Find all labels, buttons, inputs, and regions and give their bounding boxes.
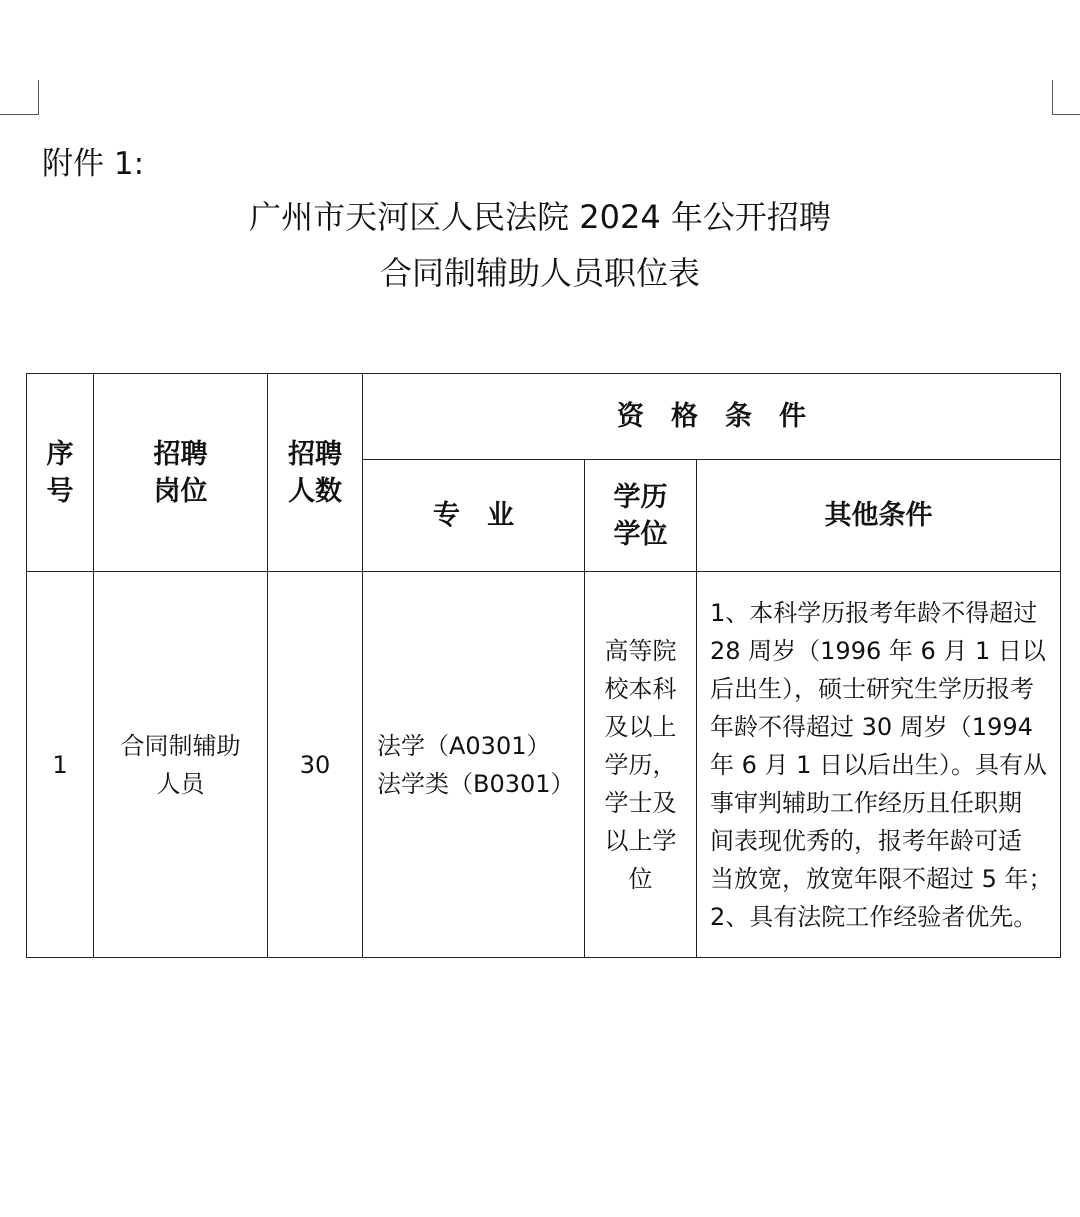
header-position-line2: 岗位 — [153, 475, 208, 507]
document-title-line1: 广州市天河区人民法院 2024 年公开招聘 — [249, 198, 831, 236]
cell-count: 30 — [268, 572, 363, 958]
cell-major-line1: 法学（A0301） — [377, 731, 551, 760]
cell-seq: 1 — [27, 572, 94, 958]
header-seq-line2: 号 — [46, 475, 74, 507]
cell-education-line4: 学历， — [604, 750, 677, 779]
header-row — [27, 374, 1061, 460]
cell-other-line5: 年 6 月 1 日以后出生）。具有从 — [710, 750, 1048, 779]
header-seq — [27, 374, 94, 572]
cell-other-conditions — [697, 572, 1061, 958]
cell-other-line7: 间表现优秀的，报考年龄可适 — [710, 826, 1022, 855]
header-education-line1: 学历 — [613, 481, 668, 513]
cell-major — [363, 572, 585, 958]
document-title-line2: 合同制辅助人员职位表 — [379, 254, 700, 292]
cell-position — [94, 572, 268, 958]
cell-education-line6: 以上学 — [604, 826, 677, 855]
cell-other-line4: 年龄不得超过 30 周岁（1994 — [710, 712, 1033, 741]
cell-other-line1: 1、本科学历报考年龄不得超过 — [710, 598, 1038, 627]
position-table — [26, 373, 1061, 958]
header-count-line2: 人数 — [288, 475, 342, 507]
crop-mark-left — [0, 80, 39, 115]
cell-position-line2: 人员 — [156, 769, 205, 798]
header-count-line1: 招聘 — [288, 438, 342, 470]
header-education-line2: 学位 — [613, 518, 668, 550]
attachment-label: 附件 1: — [42, 146, 145, 182]
cell-education — [585, 572, 697, 958]
header-position — [94, 374, 268, 572]
header-other: 其他条件 — [697, 460, 1061, 572]
cell-education-line3: 及以上 — [604, 712, 677, 741]
header-count — [268, 374, 363, 572]
cell-other-line6: 事审判辅助工作经历且任职期 — [710, 788, 1022, 817]
cell-education-line5: 学士及 — [604, 788, 677, 817]
header-seq-line1: 序 — [46, 438, 74, 470]
cell-other-line3: 后出生），硕士研究生学历报考 — [710, 674, 1034, 703]
cell-education-line2: 校本科 — [604, 674, 677, 703]
cell-other-line8: 当放宽，放宽年限不超过 5 年； — [710, 864, 1053, 893]
cell-position-line1: 合同制辅助 — [120, 731, 241, 760]
header-position-line1: 招聘 — [153, 438, 208, 470]
cell-other-line9: 2、具有法院工作经验者优先。 — [710, 902, 1038, 931]
cell-education-line1: 高等院 — [604, 636, 677, 665]
cell-major-line2: 法学类（B0301） — [377, 769, 575, 798]
header-major: 专 业 — [363, 460, 585, 572]
cell-education-line7: 位 — [628, 864, 653, 893]
cell-other-line2: 28 周岁（1996 年 6 月 1 日以 — [710, 636, 1046, 665]
header-education — [585, 460, 697, 572]
header-qualifications: 资 格 条 件 — [363, 374, 1061, 460]
table-row — [27, 572, 1061, 958]
crop-mark-right — [1052, 80, 1080, 115]
